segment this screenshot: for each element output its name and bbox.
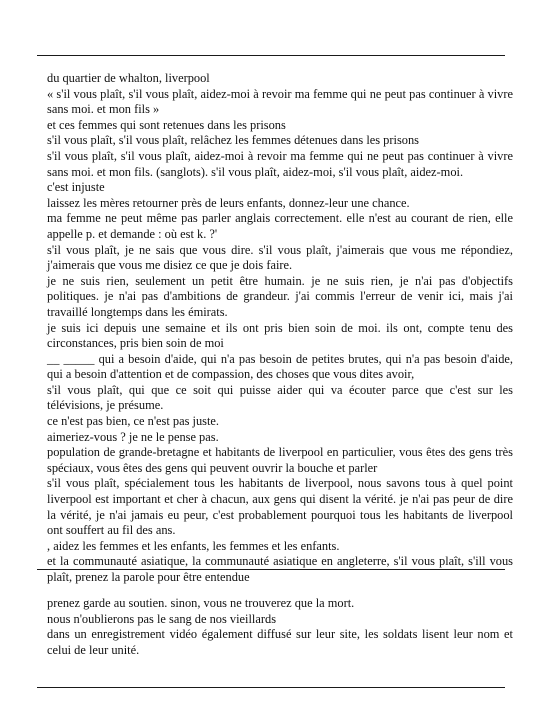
paragraph-liverpool: s'il vous plaît, spécialement tous les habitants de liverpool, nous savons tous à quel point liverpool est important et cher à chacun, aux gens qui disent la vérité. je n'ai pas peur de dire la vérité, je n'ai jamais eu peur, c'est probablement pourquoi tous les habitants de liverpool ont souffert au fil des ans. (47, 476, 513, 538)
paragraph-not-right: ce n'est pas bien, ce n'est pas juste. (47, 414, 220, 429)
bottom-divider (37, 687, 505, 688)
paragraph-would-you: aimeriez-vous ? je ne le pense pas. (47, 429, 219, 444)
paragraph-plea-wife: « s'il vous plaît, s'il vous plaît, aidez-moi à revoir ma femme qui ne peut pas continuer à vivre sans moi. et mon fils » (47, 86, 513, 117)
paragraph-britain: population de grande-bretagne et habitants de liverpool en particulier, vous êtes des gens très spéciaux, vous êtes des gens qui peuvent ouvrir la bouche et parler (47, 445, 513, 475)
paragraph-nothing: je ne suis rien, seulement un petit être humain. je ne suis rien, je n'ai pas d'objectifs politiques. je n'ai pas d'ambitions de grandeur. j'ai commis l'erreur de venir ici, mais j'ai travaillé longtemps dans les émirats. (47, 273, 513, 319)
main-text-block (47, 71, 513, 586)
paragraph-whoever: s'il vous plaît, qui que ce soit qui puisse aider qui va écouter parce que c'est sur les télévisions, je présume. (47, 382, 513, 413)
paragraph-video: dans un enregistrement vidéo également diffusé sur leur site, les soldats lisent leur nom et celui de leur unité. (47, 627, 513, 657)
paragraph-mothers: laissez les mères retourner près de leurs enfants, donnez-leur une chance. (47, 195, 410, 210)
paragraph-wife-english: ma femme ne peut même pas parler anglais correctement. elle n'est au courant de rien, elle appelle p. et demande : où est k. ?' (47, 211, 513, 241)
paragraph-dont-know: s'il vous plaît, je ne sais que vous dire. s'il vous plaît, j'aimerais que vous me répondiez, j'aimerais que vous me disiez ce que je dois faire. (47, 242, 513, 273)
paragraph-one-week: je suis ici depuis une semaine et ils ont pris bien soin de moi. ils ont, compte tenu des circonstances, pris bien soin de moi (47, 320, 513, 351)
paragraph-blood: nous n'oublierons pas le sang de nos vieillards (47, 611, 277, 626)
paragraph-plea-sobbing: s'il vous plaît, s'il vous plaît, aidez-moi à revoir ma femme qui ne peut pas continuer à vivre sans moi. et mon fils. (sanglots). s'il vous plaît, aidez-moi, s'il vous plaît, aidez-moi. (47, 148, 513, 179)
paragraph-needs-help: __ _____ qui a besoin d'aide, qui n'a pas besoin de petites brutes, qui n'a pas besoin d'aide, qui a besoin d'attention et de compassion, des choses que vous dites avoir, (47, 351, 513, 382)
top-divider (37, 55, 505, 56)
paragraph-women-prisons: et ces femmes qui sont retenues dans les prisons (47, 117, 286, 132)
paragraph-location: du quartier de whalton, liverpool (47, 71, 210, 85)
paragraph-release-women: s'il vous plaît, s'il vous plaît, relâchez les femmes détenues dans les prisons (47, 133, 419, 148)
paragraph-women-children: , aidez les femmes et les enfants, les femmes et les enfants. (47, 538, 340, 553)
footer-text-block (47, 596, 513, 658)
paragraph-asian-community: et la communauté asiatique, la communauté asiatique en angleterre, s'il vous plaît, s'ill vous plaît, prenez la parole pour être entendue (47, 554, 513, 584)
paragraph-unjust: c'est injuste (47, 180, 105, 195)
paragraph-beware: prenez garde au soutien. sinon, vous ne trouverez que la mort. (47, 596, 355, 610)
middle-divider (37, 569, 505, 570)
